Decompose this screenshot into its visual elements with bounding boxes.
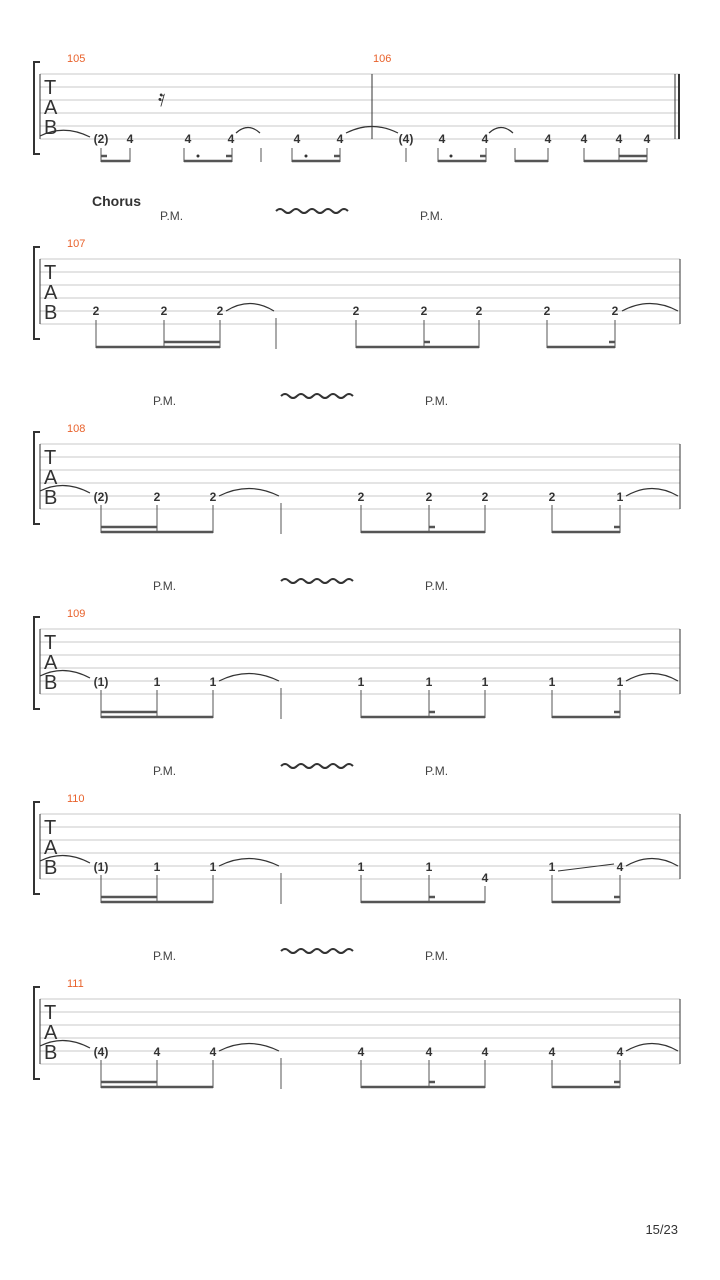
fret-number: 4	[357, 1045, 365, 1059]
fret-number: 4	[616, 860, 624, 874]
measure-number: 108	[67, 423, 86, 435]
tab-clef-b: B	[44, 487, 58, 509]
fret-number: 1	[425, 675, 433, 689]
fret-number: 1	[548, 860, 556, 874]
fret-number: 2	[92, 304, 100, 318]
fret-number: 2	[420, 304, 428, 318]
tab-clef-t: T	[44, 817, 57, 839]
frets	[94, 675, 624, 689]
fret-number: 4	[153, 1045, 161, 1059]
ties	[219, 674, 678, 682]
tab-clef-b: B	[44, 672, 58, 694]
staff-lines	[40, 74, 680, 139]
staff-lines	[40, 259, 680, 324]
tab-clef-a: A	[44, 652, 58, 674]
palm-mute-label: P.M.	[420, 209, 444, 223]
fret-number: (2)	[93, 490, 109, 504]
tab-clef-a: A	[44, 467, 58, 489]
palm-mute-label: P.M.	[153, 764, 177, 778]
ties	[236, 127, 513, 134]
measure-number: 109	[67, 608, 86, 620]
tab-clef-t: T	[44, 262, 57, 284]
tab-clef-a: A	[44, 282, 58, 304]
tab-clef-a: A	[44, 837, 58, 859]
tab-system-5	[34, 764, 680, 904]
tab-clef-t: T	[44, 77, 57, 99]
fret-number: 4	[293, 132, 301, 146]
tab-clef-b: B	[44, 857, 58, 879]
tab-clef-b: B	[44, 302, 58, 324]
vibrato-icon	[276, 209, 348, 213]
tab-clef-t: T	[44, 1002, 57, 1024]
fret-number: 2	[548, 490, 556, 504]
system-bracket	[34, 987, 40, 1079]
fret-number: (4)	[93, 1045, 109, 1059]
fret-number: 2	[216, 304, 224, 318]
tab-system-1	[34, 53, 680, 162]
fret-number: 4	[438, 132, 446, 146]
fret-number: 4	[227, 132, 235, 146]
fret-number: 1	[153, 675, 161, 689]
beams	[101, 156, 647, 161]
fret-number: 1	[357, 860, 365, 874]
fret-number: 4	[126, 132, 134, 146]
fret-number: 2	[543, 304, 551, 318]
page-number: 15/23	[645, 1222, 678, 1237]
fret-number: 4	[184, 132, 192, 146]
fret-number: 2	[209, 490, 217, 504]
fret-number: 4	[544, 132, 552, 146]
tab-system-4	[34, 579, 680, 719]
fret-number: 4	[209, 1045, 217, 1059]
fret-number: 2	[425, 490, 433, 504]
fret-number: 2	[153, 490, 161, 504]
fret-number: 1	[209, 860, 217, 874]
fret-number: 2	[475, 304, 483, 318]
measure-number: 106	[373, 53, 392, 65]
tab-clef-b: B	[44, 1042, 58, 1064]
ties	[219, 1044, 678, 1052]
fret-number: 1	[616, 675, 624, 689]
frets	[94, 1045, 624, 1059]
vibrato-icon	[281, 949, 353, 953]
fret-number: 4	[643, 132, 651, 146]
fret-number: 1	[209, 675, 217, 689]
vibrato-icon	[281, 579, 353, 583]
section-label: Chorus	[92, 193, 141, 209]
fret-number: (4)	[398, 132, 414, 146]
fret-number: 4	[580, 132, 588, 146]
tab-clef-t: T	[44, 447, 57, 469]
sixteenth-rest-icon: 𝄿	[158, 85, 166, 112]
measure-number: 105	[67, 53, 86, 65]
stems	[101, 148, 647, 162]
fret-number: 4	[481, 1045, 489, 1059]
tab-clef-a: A	[44, 1022, 58, 1044]
system-bracket	[34, 432, 40, 524]
fret-number: 1	[153, 860, 161, 874]
fret-number: (2)	[93, 132, 109, 146]
fret-number: 2	[481, 490, 489, 504]
tab-clef-b: B	[44, 117, 58, 139]
fret-number: 4	[481, 132, 489, 146]
slide-line	[558, 864, 614, 871]
fret-number: 1	[357, 675, 365, 689]
tab-system-6	[34, 949, 680, 1089]
fret-number: 1	[616, 490, 624, 504]
palm-mute-label: P.M.	[153, 949, 177, 963]
fret-number: 4	[336, 132, 344, 146]
tab-system-3	[34, 394, 680, 534]
system-bracket	[34, 617, 40, 709]
fret-number: 1	[548, 675, 556, 689]
ties	[226, 304, 678, 312]
fret-number: 2	[160, 304, 168, 318]
fret-number: 4	[481, 871, 489, 885]
fret-number: (1)	[93, 675, 109, 689]
fret-number: 2	[352, 304, 360, 318]
palm-mute-label: P.M.	[425, 764, 449, 778]
dots	[197, 155, 453, 158]
vibrato-icon	[281, 764, 353, 768]
measure-number: 111	[67, 978, 84, 990]
fret-number: 4	[616, 1045, 624, 1059]
frets	[94, 490, 624, 504]
fret-number: 2	[357, 490, 365, 504]
tab-clef-a: A	[44, 97, 58, 119]
ties	[219, 489, 678, 497]
measure-number: 107	[67, 238, 86, 250]
fret-number: 2	[611, 304, 619, 318]
measure-number: 110	[67, 793, 85, 805]
tab-system-2	[34, 209, 680, 349]
tab-clef-t: T	[44, 632, 57, 654]
fret-number: (1)	[93, 860, 109, 874]
system-bracket	[34, 247, 40, 339]
system-bracket	[34, 802, 40, 894]
palm-mute-label: P.M.	[425, 579, 449, 593]
frets	[94, 860, 624, 885]
fret-number: 4	[548, 1045, 556, 1059]
system-bracket	[34, 62, 40, 154]
palm-mute-label: P.M.	[425, 394, 449, 408]
palm-mute-label: P.M.	[153, 579, 177, 593]
vibrato-icon	[281, 394, 353, 398]
fret-number: 1	[481, 675, 489, 689]
fret-number: 4	[615, 132, 623, 146]
palm-mute-label: P.M.	[160, 209, 184, 223]
fret-number: 4	[425, 1045, 433, 1059]
palm-mute-label: P.M.	[425, 949, 449, 963]
fret-number: 1	[425, 860, 433, 874]
palm-mute-label: P.M.	[153, 394, 177, 408]
